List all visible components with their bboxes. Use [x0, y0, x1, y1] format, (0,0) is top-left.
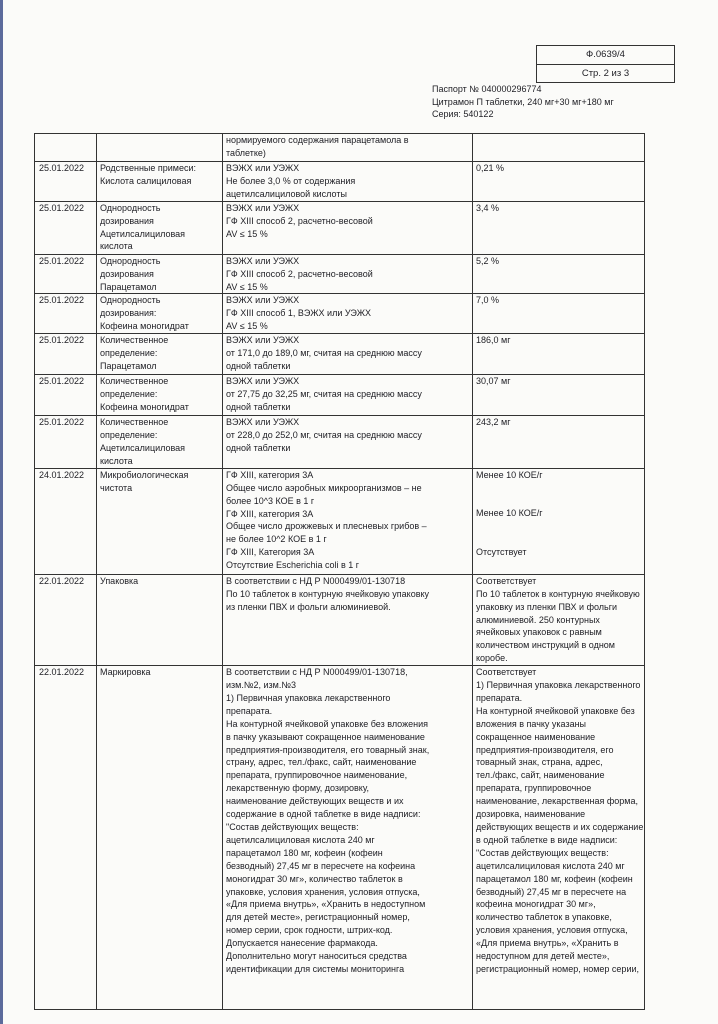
- norm-cell-line: парацетамол 180 мг, кофеин (кофеин: [226, 847, 383, 858]
- table-row: [35, 334, 645, 375]
- date-cell: [35, 201, 97, 254]
- norm-cell: [223, 294, 473, 334]
- norm-cell-line: ГФ XIII способ 1, ВЭЖХ или УЭЖХ: [226, 308, 372, 319]
- test-name-cell-line: определение:: [100, 348, 158, 359]
- result-cell-line: условия хранения, условия отпуска,: [476, 925, 628, 936]
- norm-cell-line: 1) Первичная упаковка лекарственного: [226, 692, 391, 703]
- norm-cell-line: ГФ XIII, Категория 3А: [226, 547, 315, 558]
- result-cell-line: количество таблеток в упаковке,: [476, 912, 612, 923]
- result-cell-line: тел./факс, сайт, наименование: [476, 770, 605, 781]
- test-name-cell-line: дозирования: [100, 268, 154, 279]
- test-name-cell: [97, 468, 223, 574]
- result-cell-line: коробе.: [476, 653, 508, 664]
- test-name-cell: [97, 254, 223, 294]
- test-name-cell-line: кислота: [100, 455, 133, 466]
- norm-cell: [223, 162, 473, 202]
- norm-cell-line: ВЭЖХ или УЭЖХ: [226, 295, 300, 306]
- result-cell: [473, 201, 645, 254]
- date-cell: [35, 254, 97, 294]
- result-cell-line: 0,21 %: [476, 163, 505, 173]
- result-cell-line: препарата, группировочное: [476, 783, 592, 794]
- norm-cell-line: более 10^3 КОЕ в 1 г: [226, 495, 315, 506]
- result-cell: [473, 468, 645, 574]
- table-row: [35, 294, 645, 334]
- norm-cell-line: На контурной ячейковой упаковке без вложения: [226, 718, 428, 729]
- result-cell: [473, 254, 645, 294]
- result-cell-line: ацетилсалициловая кислота 240 мг: [476, 860, 625, 871]
- norm-cell-line: страну, адрес, тел./факс, сайт, наименование: [226, 757, 417, 768]
- result-cell-line: 3,4 %: [476, 202, 500, 213]
- test-name-cell-line: Кислота салициловая: [100, 175, 192, 186]
- result-cell: [473, 134, 645, 162]
- norm-cell-line: Отсутствие Escherichia coli в 1 г: [226, 560, 360, 571]
- date-cell-text: 25.01.2022: [39, 376, 85, 387]
- result-cell-line: Менее 10 КОЕ/г: [476, 508, 543, 519]
- norm-cell-line: препарата, группировочное наименование,: [226, 770, 408, 781]
- date-cell: [35, 375, 97, 416]
- test-name-cell-line: Микробиологическая: [100, 469, 189, 480]
- table-row: [35, 134, 645, 162]
- norm-cell-line: В соответствии с НД Р N000499/01-130718,: [226, 667, 408, 678]
- date-cell: [35, 468, 97, 574]
- norm-cell-line: изм.№2, изм.№3: [226, 680, 297, 691]
- result-cell-line: [476, 495, 641, 508]
- result-cell-line: На контурной ячейковой упаковке без: [476, 705, 635, 716]
- norm-cell: [223, 201, 473, 254]
- table-row: [35, 201, 645, 254]
- norm-cell-line: Общее число дрожжевых и плесневых грибов –: [226, 521, 427, 532]
- date-cell: [35, 134, 97, 162]
- result-cell-line: Соответствует: [476, 667, 537, 678]
- date-cell: [35, 416, 97, 469]
- result-cell-line: кофеина моногидрат 30 мг»,: [476, 899, 596, 910]
- date-cell-text: 24.01.2022: [39, 469, 85, 480]
- passport-number: Паспорт № 040000296774: [432, 84, 542, 94]
- table-row: [35, 416, 645, 469]
- result-cell-line: предприятия-производителя, его: [476, 744, 614, 755]
- series-number: Серия: 540122: [432, 109, 494, 119]
- table-row: [35, 162, 645, 202]
- norm-cell-line: от 171,0 до 189,0 мг, считая на среднюю массу: [226, 348, 422, 359]
- norm-cell-line: Общее число аэробных микроорганизмов – не: [226, 482, 422, 493]
- test-name-cell: [97, 162, 223, 202]
- norm-cell-line: для детей месте», регистрационный номер,: [226, 912, 410, 923]
- test-name-cell-line: Однородность: [100, 255, 161, 266]
- test-name-cell: [97, 334, 223, 375]
- norm-cell-line: Допускается нанесение фармакода.: [226, 938, 378, 949]
- norm-cell-line: наименование действующих веществ и их: [226, 796, 404, 807]
- norm-cell-line: "Состав действующих веществ:: [226, 822, 359, 832]
- test-name-cell-line: Однородность: [100, 202, 161, 213]
- analysis-table: [34, 133, 645, 1010]
- test-name-cell: [97, 416, 223, 469]
- norm-cell-line: таблетке): [226, 147, 266, 158]
- table-row: [35, 666, 645, 1010]
- result-cell-line: 1) Первичная упаковка лекарственного: [476, 680, 641, 691]
- norm-cell-line: номер серии, срок годности, штрих-код.: [226, 925, 393, 936]
- test-name-cell-line: Парацетамол: [100, 281, 157, 292]
- norm-cell: [223, 254, 473, 294]
- test-name-cell-line: чистота: [100, 482, 133, 493]
- scan-edge: [0, 0, 3, 1024]
- norm-cell-line: упаковке, условия хранения, условия отпуска,: [226, 886, 420, 897]
- test-name-cell-line: определение:: [100, 430, 158, 441]
- result-cell-line: 5,2 %: [476, 255, 500, 266]
- page-info: Стр. 2 из 3: [537, 64, 674, 83]
- norm-cell-line: предприятия-производителя, его товарный знак,: [226, 744, 430, 755]
- product-name: Цитрамон П таблетки, 240 мг+30 мг+180 мг: [432, 96, 614, 107]
- result-cell-line: наименование, лекарственная форма,: [476, 796, 638, 807]
- norm-cell-line: в пачку указывают сокращенное наименование: [226, 731, 425, 742]
- test-name-cell-line: Кофеина моногидрат: [100, 401, 189, 412]
- date-cell-text: 22.01.2022: [39, 667, 85, 678]
- date-cell-text: 25.01.2022: [39, 255, 85, 266]
- norm-cell-line: В соответствии с НД Р N000499/01-130718: [226, 575, 406, 586]
- date-cell: [35, 666, 97, 1010]
- test-name-cell-line: Количественное: [100, 335, 169, 346]
- result-cell-line: [476, 482, 641, 495]
- norm-cell-line: «Для приема внутрь», «Хранить в недоступном: [226, 899, 426, 910]
- date-cell: [35, 294, 97, 334]
- result-cell: [473, 666, 645, 1010]
- norm-cell: [223, 375, 473, 416]
- norm-cell-line: безводный) 27,45 мг в пересчете на кофеина: [226, 860, 416, 871]
- test-name-cell-line: определение:: [100, 389, 158, 400]
- norm-cell-line: лекарственную форму, дозировку,: [226, 783, 369, 794]
- result-cell-line: вложения в пачку указаны: [476, 718, 587, 729]
- table-row: [35, 254, 645, 294]
- result-cell-line: 186,0 мг: [476, 335, 511, 346]
- norm-cell-line: AV ≤ 15 %: [226, 228, 268, 239]
- table-row: [35, 468, 645, 574]
- result-cell-line: Менее 10 КОЕ/г: [476, 469, 543, 480]
- result-cell-line: количеством инструкций в одном: [476, 640, 615, 651]
- norm-cell-line: моногидрат 30 мг», количество таблеток в: [226, 873, 403, 884]
- norm-cell-line: не более 10^2 КОЕ в 1 г: [226, 534, 327, 545]
- date-cell-text: 25.01.2022: [39, 163, 85, 173]
- norm-cell-line: ВЭЖХ или УЭЖХ: [226, 255, 300, 266]
- norm-cell-line: ВЭЖХ или УЭЖХ: [226, 335, 300, 346]
- result-cell-line: "Состав действующих веществ:: [476, 847, 609, 858]
- result-cell: [473, 162, 645, 202]
- date-cell-text: 25.01.2022: [39, 202, 85, 213]
- test-name-cell-line: Парацетамол: [100, 360, 157, 371]
- norm-cell-line: из пленки ПВХ и фольги алюминиевой.: [226, 601, 391, 612]
- norm-cell-line: идентификации для системы мониторинга: [226, 963, 405, 974]
- norm-cell-line: ацетилсалициловая кислота 240 мг: [226, 834, 375, 845]
- result-cell-line: дозировка, наименование: [476, 809, 586, 820]
- test-name-cell-line: Количественное: [100, 376, 169, 387]
- norm-cell-line: AV ≤ 15 %: [226, 321, 268, 332]
- result-cell-line: 7,0 %: [476, 295, 500, 306]
- date-cell-text: 25.01.2022: [39, 335, 85, 346]
- test-name-cell: [97, 375, 223, 416]
- norm-cell-line: нормируемого содержания парацетамола в: [226, 135, 409, 145]
- result-cell-line: сокращенное наименование: [476, 731, 596, 742]
- norm-cell-line: одной таблетки: [226, 360, 291, 371]
- norm-cell-line: ВЭЖХ или УЭЖХ: [226, 163, 300, 173]
- norm-cell-line: препарата.: [226, 705, 273, 716]
- test-name-cell: [97, 666, 223, 1010]
- test-name-cell: [97, 201, 223, 254]
- table-row: [35, 574, 645, 665]
- test-name-cell: [97, 574, 223, 665]
- result-cell-line: регистрационный номер, номер серии,: [476, 963, 639, 974]
- norm-cell: [223, 468, 473, 574]
- result-cell: [473, 294, 645, 334]
- norm-cell: [223, 416, 473, 469]
- date-cell: [35, 574, 97, 665]
- norm-cell-line: ГФ XIII способ 2, расчетно-весовой: [226, 268, 373, 279]
- date-cell-text: 25.01.2022: [39, 417, 85, 428]
- test-name-cell-line: Однородность: [100, 295, 161, 306]
- test-name-cell-line: Количественное: [100, 417, 169, 428]
- norm-cell-line: одной таблетки: [226, 442, 291, 453]
- table-row: [35, 375, 645, 416]
- result-cell-line: [476, 533, 641, 546]
- test-name-cell-line: Ацетилсалициловая: [100, 228, 186, 239]
- norm-cell-line: ВЭЖХ или УЭЖХ: [226, 202, 300, 213]
- norm-cell-line: ВЭЖХ или УЭЖХ: [226, 417, 300, 428]
- norm-cell-line: от 27,75 до 32,25 мг, считая на среднюю массу: [226, 389, 422, 400]
- norm-cell-line: содержание в одной таблетке в виде надписи:: [226, 809, 421, 820]
- norm-cell: [223, 134, 473, 162]
- result-cell: [473, 334, 645, 375]
- result-cell: [473, 574, 645, 665]
- form-code: Ф.0639/4: [586, 49, 625, 60]
- norm-cell-line: Дополнительно могут наноситься средства: [226, 951, 407, 962]
- result-cell-line: препарата.: [476, 692, 523, 703]
- test-name-cell-line: Ацетилсалициловая: [100, 442, 186, 453]
- result-cell-line: алюминиевой. 250 контурных: [476, 614, 600, 625]
- result-cell-line: недоступном для детей месте»,: [476, 951, 610, 962]
- date-cell: [35, 334, 97, 375]
- test-name-cell-line: Упаковка: [100, 575, 139, 586]
- result-cell-line: По 10 таблеток в контурную ячейковую: [476, 588, 640, 599]
- test-name-cell-line: Кофеина моногидрат: [100, 321, 189, 332]
- norm-cell-line: По 10 таблеток в контурную ячейковую упаковку: [226, 588, 430, 599]
- norm-cell: [223, 574, 473, 665]
- result-cell-line: «Для приема внутрь», «Хранить в: [476, 938, 619, 949]
- result-cell: [473, 375, 645, 416]
- date-cell-text: 25.01.2022: [39, 295, 85, 306]
- result-cell-line: Отсутствует: [476, 547, 527, 558]
- test-name-cell-line: Родственные примеси:: [100, 163, 197, 173]
- test-name-cell-line: Маркировка: [100, 667, 151, 678]
- passport-header: [432, 83, 614, 121]
- result-cell-line: в одной таблетке в виде надписи:: [476, 834, 618, 845]
- norm-cell-line: ацетилсалициловой кислоты: [226, 188, 347, 199]
- date-cell: [35, 162, 97, 202]
- norm-cell-line: Не более 3,0 % от содержания: [226, 175, 356, 186]
- result-cell-line: безводный) 27,45 мг в пересчете на: [476, 886, 627, 897]
- result-cell-line: 243,2 мг: [476, 417, 511, 428]
- form-code-box: [536, 45, 675, 83]
- result-cell-line: товарный знак, страна, адрес,: [476, 757, 603, 768]
- result-cell-line: ячейковых упаковок с равным: [476, 627, 602, 638]
- norm-cell-line: ГФ XIII способ 2, расчетно-весовой: [226, 215, 373, 226]
- result-cell-line: парацетамол 180 мг, кофеин (кофеин: [476, 873, 633, 884]
- test-name-cell-line: кислота: [100, 241, 133, 252]
- test-name-cell: [97, 134, 223, 162]
- result-cell-line: действующих веществ и их содержание: [476, 822, 644, 832]
- norm-cell-line: от 228,0 до 252,0 мг, считая на среднюю массу: [226, 430, 422, 441]
- test-name-cell-line: дозирования: [100, 215, 154, 226]
- norm-cell: [223, 666, 473, 1010]
- norm-cell-line: AV ≤ 15 %: [226, 281, 268, 292]
- result-cell-line: [476, 520, 641, 533]
- result-cell-line: 30,07 мг: [476, 376, 511, 387]
- date-cell-text: 22.01.2022: [39, 575, 85, 586]
- norm-cell-line: ВЭЖХ или УЭЖХ: [226, 376, 300, 387]
- norm-cell-line: ГФ XIII, категория 3А: [226, 469, 314, 480]
- norm-cell-line: ГФ XIII, категория 3А: [226, 508, 314, 519]
- result-cell-line: упаковку из пленки ПВХ и фольги: [476, 601, 618, 612]
- test-name-cell: [97, 294, 223, 334]
- norm-cell-line: одной таблетки: [226, 401, 291, 412]
- result-cell-line: Соответствует: [476, 575, 537, 586]
- analysis-table-body: [35, 134, 645, 1010]
- test-name-cell-line: дозирования:: [100, 308, 157, 319]
- result-cell: [473, 416, 645, 469]
- norm-cell: [223, 334, 473, 375]
